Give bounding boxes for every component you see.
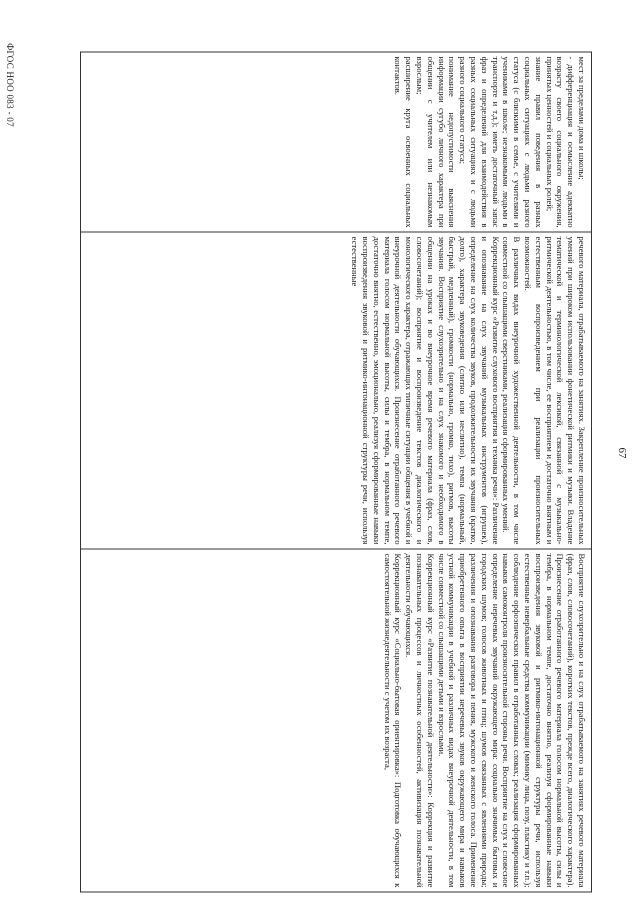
table-paragraph: речевого материала, отрабатываемого на занятиях. Закрепление произносительных умений при широком использовании фонетической ритмики и музыки. Владение тематической и терминологической лексикой, связанной с музыкально-ритмической деятельностью, в том числе, ее восприятием и достаточно внятным и естественным воспроизведением при реализации произносительных возможностей.	[523, 236, 587, 545]
table-paragraph: Коррекционный курс «Развитие познавательной деятельности»: Коррекция и развитие познавательных процессов и личностных особенностей, активизация познавательной деятельности обучающихся.	[404, 553, 436, 888]
document-footer-code: ФГОС НОО 083 - 07	[5, 43, 15, 127]
table-paragraph: Коррекционный курс «Развитие слухового восприятия и техника речи»: Различение и опознавание на слух звучаний музыкальных инструментов (игрушек), определение на слух количества звуков, продолжительности их звучания (кратко, долго), характера звуковедения (слитно или неслитно), темпа (нормальный, быстрый, медленный), громкости (нормально, громко, тихо), ритмов, высоты звучания. Восприятие слухозрительно и на слух знакомого и необходимого в общении на уроках и во внеурочное время речевого материала (фраз, слов, словосочетаний); восприятие и воспроизведение текстов диалогического и монологического характера, отражающих типичные ситуации общения в учебной и внеурочной деятельности обучающихся. Произнесение отработанного речевого материала голосом нормальной высоты, силы и тембра, в нормальном темпе, достаточно внятно, естественно, эмоционально, реализуя сформированные навыки воспроизведения звуковой и ритмико-интонационной структуры речи, используя естественные	[350, 236, 501, 545]
page-number: 67	[616, 447, 628, 459]
table-paragraph: понимание недопустимости выяснения информации сугубо личного характера при общении с учителем или незнакомым взрослым;	[415, 56, 458, 228]
table-paragraph: расширение круга освоенных социальных контактов.	[393, 56, 415, 228]
table-paragraph: знание правил поведения в разных социальных ситуациях с людьми разного статуса (с близкими в семье, с учителями и учениками в школе; незнакомыми людьми в транспорте и т.д.); иметь достаточный запас фраз и определений для взаимодействия в разных социальных ситуациях и с людьми разного социального статуса;	[458, 56, 544, 228]
table-paragraph: мест за пределами дома и школы;	[577, 56, 587, 180]
table-column-2	[81, 232, 591, 549]
table-paragraph: Коррекционный курс «Социально-бытовая ориентировка»: Подготовка обучающихся к самостоятельной жизнедеятельности с учетом их возраста,	[382, 553, 404, 888]
table-column-1	[81, 53, 591, 232]
table-paragraph: - дифференциация и осмысление адекватно возрасту своего социального окружения, принятых ценностей и социальных ролей;	[544, 56, 577, 228]
curriculum-table	[80, 52, 592, 893]
table-column-3	[81, 549, 591, 892]
table-paragraph: В различных видах внеурочной художественной деятельности, в том числе совместной со слышащими сверстниками, реализация сформированных умений.	[501, 236, 523, 545]
table-paragraph: Восприятие слухозрительно и на слух отрабатываемого на занятиях речевого материала (фраз, слов, словосочетаний), коротких текстов, прежде всего, диалогического характера). Произнесение отработанного речевого материала голосом нормальной высоты, силы и тембра, в нормальном темпе, достаточно внятно, реализуя сформированные навыки воспроизведения звуковой и ритмико-интонационной структуры речи, используя естественные невербальные средства коммуникации (мимику лица, позу, пластику и т.п.); соблюдение орфоэпических правил в отработанных словах; реализация сформированных навыков самоконтроля произносительной стороны речи. Восприятие на слух и словесное определение неречевых звучаний окружающего мира: социально значимых бытовых и городских шумов; голосов животных и птиц; шумов связанных с явлениями природы; различения и опознавания разговора и пения, мужского и женского голоса. Применение приобретенного опыта в восприятии неречевых звуков окружающего мира и навыков устной коммуникации в учебной и различных видах внеурочной деятельности, в том числе совместной со слышащими детьми и взрослыми.	[436, 553, 587, 888]
